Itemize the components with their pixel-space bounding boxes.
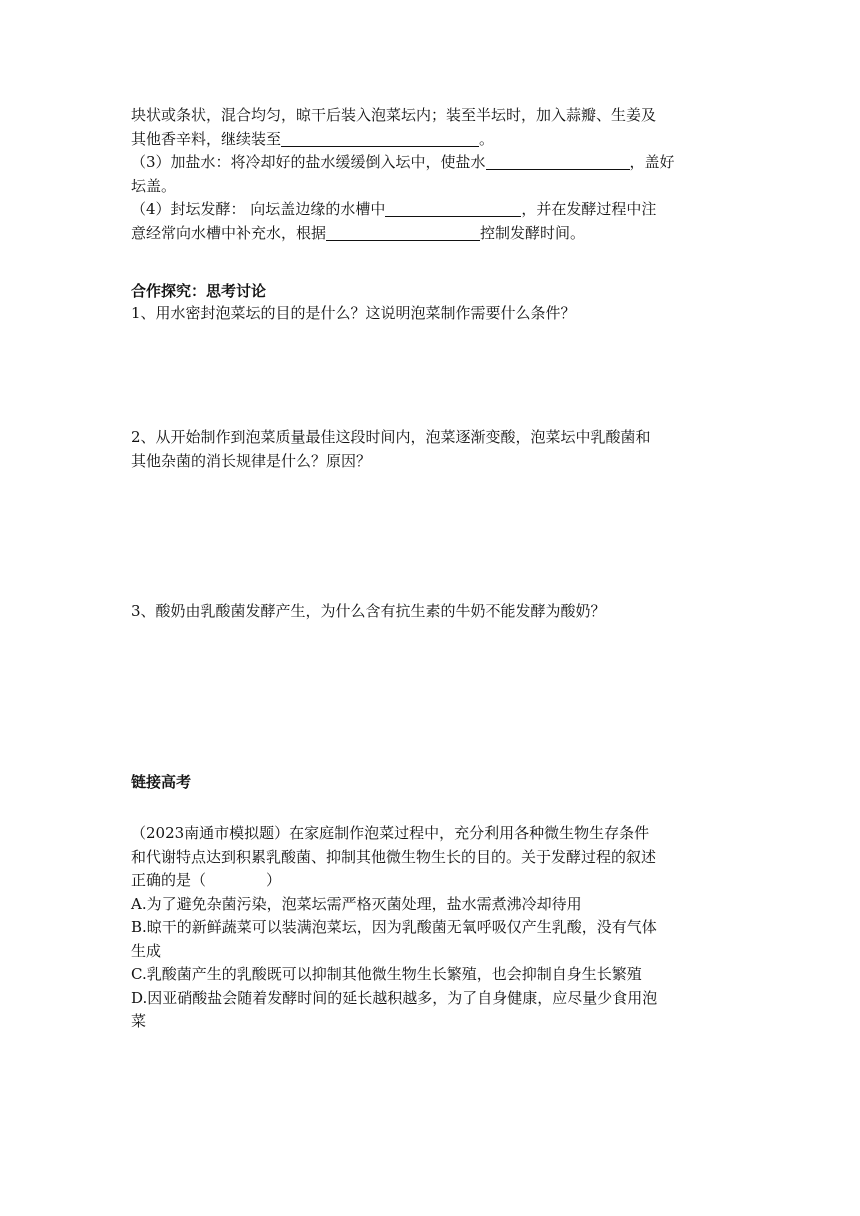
step2-line2: 其他香辛料，继续装至 。 (131, 129, 495, 148)
answer-blank[interactable] (281, 130, 479, 147)
option-b-line1: B.晾干的新鲜蔬菜可以装满泡菜坛，因为乳酸菌无氧呼吸仅产生乳酸，没有气体 (131, 918, 657, 936)
exam-heading: 链接高考 (131, 773, 192, 791)
answer-blank[interactable] (385, 200, 521, 217)
steps-section (131, 104, 733, 245)
option-c: C.乳酸菌产生的乳酸既可以抑制其他微生物生长繁殖，也会抑制自身生长繁殖 (131, 965, 642, 983)
question-1: 1、用水密封泡菜坛的目的是什么？这说明泡菜制作需要什么条件？ (131, 304, 576, 322)
step2-line1: 块状或条状，混合均匀，晾干后装入泡菜坛内；装至半坛时，加入蒜瓣、生姜及 (131, 106, 657, 124)
step3-line1: （3）加盐水：将冷却好的盐水缓缓倒入坛中，使盐水 ，盖好 (131, 153, 675, 171)
step4-line2: 意经常向水槽中补充水，根据 控制发酵时间。 (131, 223, 586, 242)
discussion-heading: 合作探究：思考讨论 (131, 282, 267, 300)
option-b-line2: 生成 (131, 941, 162, 960)
question-3: 3、酸奶由乳酸菌发酵产生，为什么含有抗生素的牛奶不能发酵为酸奶？ (131, 602, 606, 620)
question-2: 2、从开始制作到泡菜质量最佳这段时间内，泡菜逐渐变酸，泡菜坛中乳酸菌和 其他杂菌的消长规律是什么？原因？ (131, 428, 651, 470)
exam-question: （2023南通市模拟题）在家庭制作泡菜过程中，充分利用各种微生物生存条件 和代谢特点达到积累乳酸菌、抑制其他微生物生长的目的。关于发酵过程的叙述 正确的是（ ） A.为了避免杂菌污染，泡菜坛需严格灭菌处理，盐水需煮沸冷却待用 B.晾干的新鲜蔬菜可以装满泡菜坛，因为乳酸菌无氧呼吸仅产生乳酸，没有气体 生成 C.乳酸菌产生的乳酸既可以抑制其他微生物生长繁殖，也会抑制自身生长繁殖 D.因亚硝酸盐会随着发酵时间的延长越积越多，为了自身健康，应尽量少食用泡 菜 (131, 822, 733, 1034)
step4-line1: （4）封坛发酵： 向坛盖边缘的水槽中 ，并在发酵过程中注 (131, 200, 657, 218)
option-d-line1: D.因亚硝酸盐会随着发酵时间的延长越积越多，为了自身健康，应尽量少食用泡 (131, 988, 658, 1007)
answer-blank[interactable] (486, 153, 630, 170)
option-a: A.为了避免杂菌污染，泡菜坛需严格灭菌处理，盐水需煮沸冷却待用 (131, 894, 582, 913)
step3-line2: 坛盖。 (131, 176, 177, 195)
option-d-line2: 菜 (131, 1012, 147, 1030)
answer-blank[interactable] (326, 224, 480, 241)
